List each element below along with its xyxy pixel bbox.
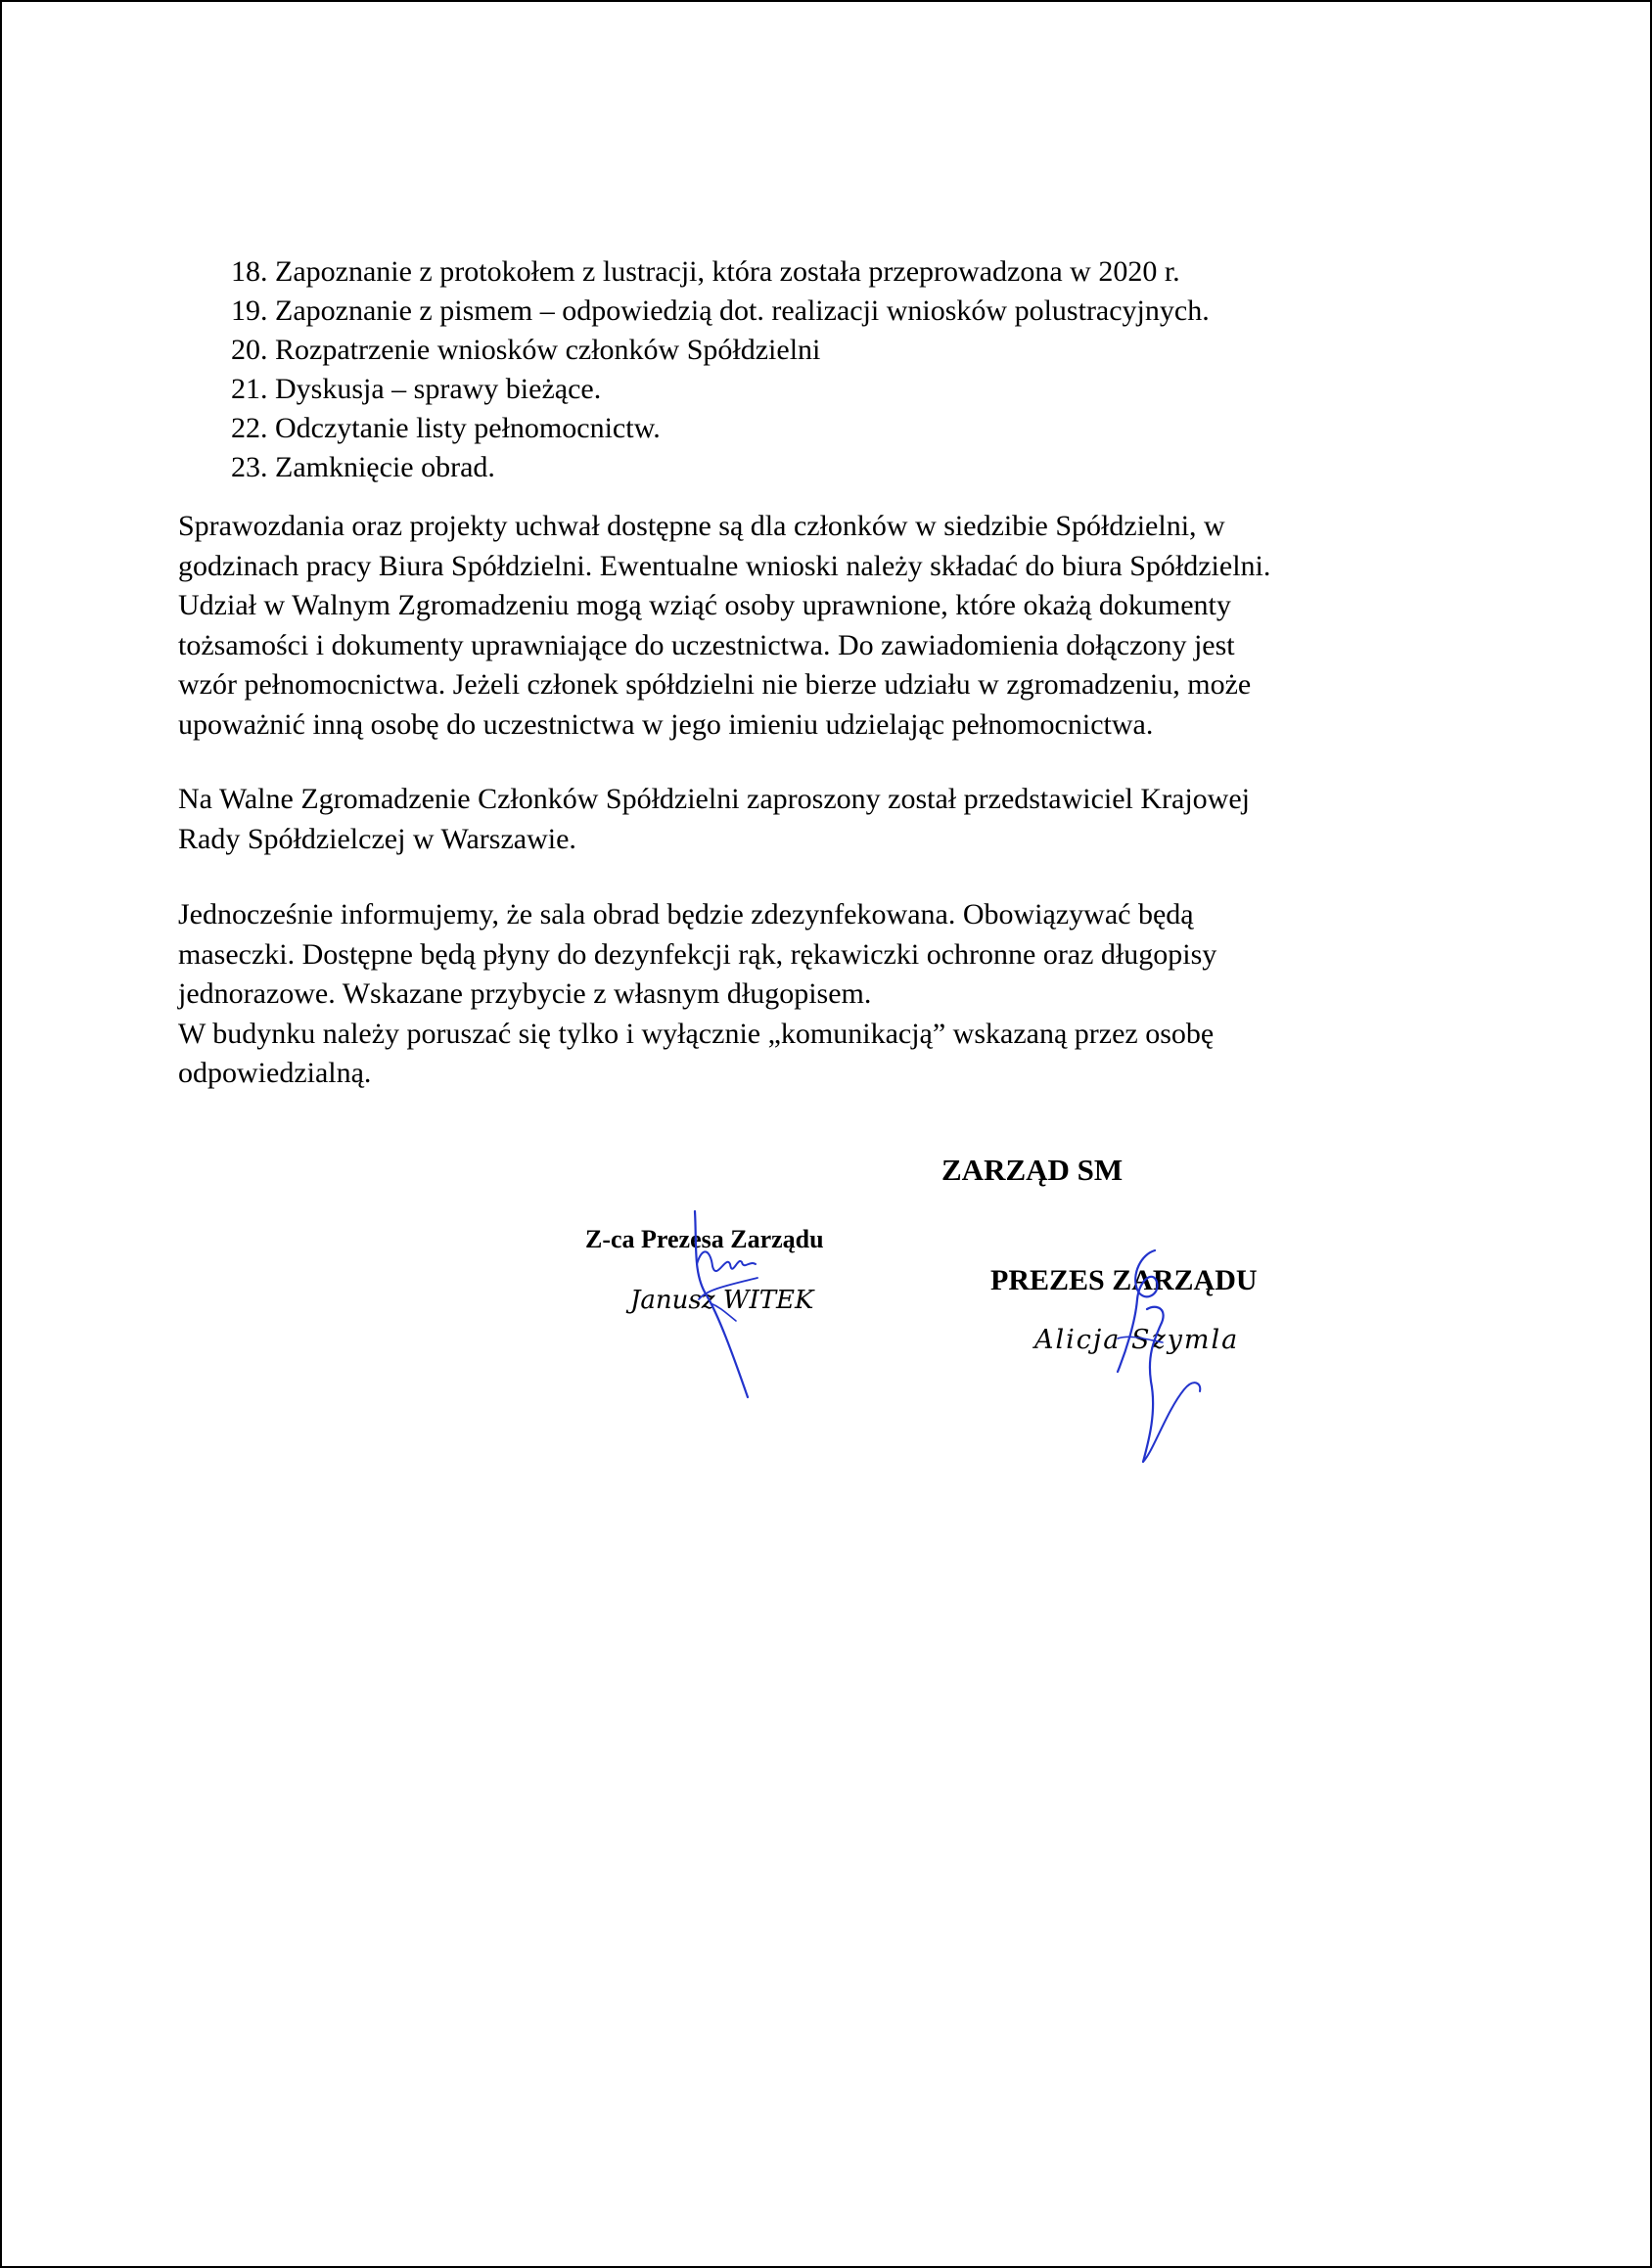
agenda-item — [231, 448, 1503, 487]
vice-president-signature-block — [585, 1225, 824, 1315]
invitation-paragraph — [178, 780, 1470, 859]
paragraph-line: Udział w Walnym Zgromadzeniu mogą wziąć osoby uprawnione, które okażą dokumenty — [178, 589, 1231, 622]
paragraph-line: jednorazowe. Wskazane przybycie z własnym długopisem. — [178, 977, 872, 1011]
agenda-item-text: Zapoznanie z protokołem z lustracji, która została przeprowadzona w 2020 r. — [275, 255, 1180, 288]
agenda-item-number: 22. — [231, 412, 268, 444]
agenda-item-number: 20. — [231, 334, 268, 366]
paragraph-line: Na Walne Zgromadzenie Członków Spółdzielni zaproszony został przedstawiciel Krajowej — [178, 783, 1250, 815]
sanitary-notice-paragraph — [178, 895, 1470, 1094]
paragraph-line: wzór pełnomocnictwa. Jeżeli członek spółdzielni nie bierze udziału w zgromadzeniu, może — [178, 668, 1252, 702]
agenda-item-number: 23. — [231, 451, 268, 483]
agenda-list — [231, 252, 1503, 487]
paragraph-line: Rady Spółdzielczej w Warszawie. — [178, 822, 576, 855]
paragraph-line: maseczki. Dostępne będą płyny do dezynfekcji rąk, rękawiczki ochronne oraz długopisy — [178, 937, 1217, 971]
agenda-item-number: 18. — [231, 255, 268, 288]
paragraph-line: odpowiedzialną. — [178, 1057, 372, 1090]
signatory-role: PREZES ZARZĄDU — [990, 1264, 1258, 1296]
agenda-item — [231, 409, 1503, 448]
paragraph-line: Jednocześnie informujemy, że sala obrad będzie zdezynfekowana. Obowiązywać będą — [178, 898, 1194, 930]
paragraph-line: upoważnić inną osobę do uczestnictwa w jego imieniu udzielając pełnomocnictwa. — [178, 707, 1154, 741]
paragraph-line: Sprawozdania oraz projekty uchwał dostępne są dla członków w siedzibie Spółdzielni, w — [178, 510, 1225, 542]
agenda-item-text: Dyskusja – sprawy bieżące. — [275, 373, 602, 405]
board-heading: ZARZĄD SM — [941, 1153, 1124, 1187]
agenda-item-text: Odczytanie listy pełnomocnictw. — [275, 412, 661, 444]
president-signature-block — [990, 1264, 1258, 1355]
signatory-name: Alicja Szymla — [1034, 1325, 1240, 1355]
signatory-name: Janusz WITEK — [630, 1286, 814, 1315]
paragraph-line: tożsamości i dokumenty uprawniające do uczestnictwa. Do zawiadomienia dołączony jest — [178, 628, 1235, 661]
agenda-item — [231, 292, 1503, 331]
agenda-item-text: Zapoznanie z pismem – odpowiedzią dot. realizacji wniosków polustracyjnych. — [275, 295, 1210, 327]
paragraph-line: godzinach pracy Biura Spółdzielni. Ewentualne wnioski należy składać do biura Spółdzielni. — [178, 549, 1271, 582]
agenda-item-number: 21. — [231, 373, 268, 405]
agenda-item — [231, 331, 1503, 370]
agenda-item-number: 19. — [231, 295, 268, 327]
paragraph-line: W budynku należy poruszać się tylko i wyłącznie „komunikacją” wskazaną przez osobę — [178, 1017, 1215, 1050]
agenda-item — [231, 370, 1503, 409]
agenda-item-text: Rozpatrzenie wniosków członków Spółdzielni — [275, 334, 821, 366]
agenda-item-text: Zamknięcie obrad. — [275, 451, 495, 483]
documents-availability-paragraph — [178, 507, 1470, 746]
agenda-item — [231, 252, 1503, 292]
signatory-role: Z-ca Prezesa Zarządu — [585, 1225, 824, 1253]
